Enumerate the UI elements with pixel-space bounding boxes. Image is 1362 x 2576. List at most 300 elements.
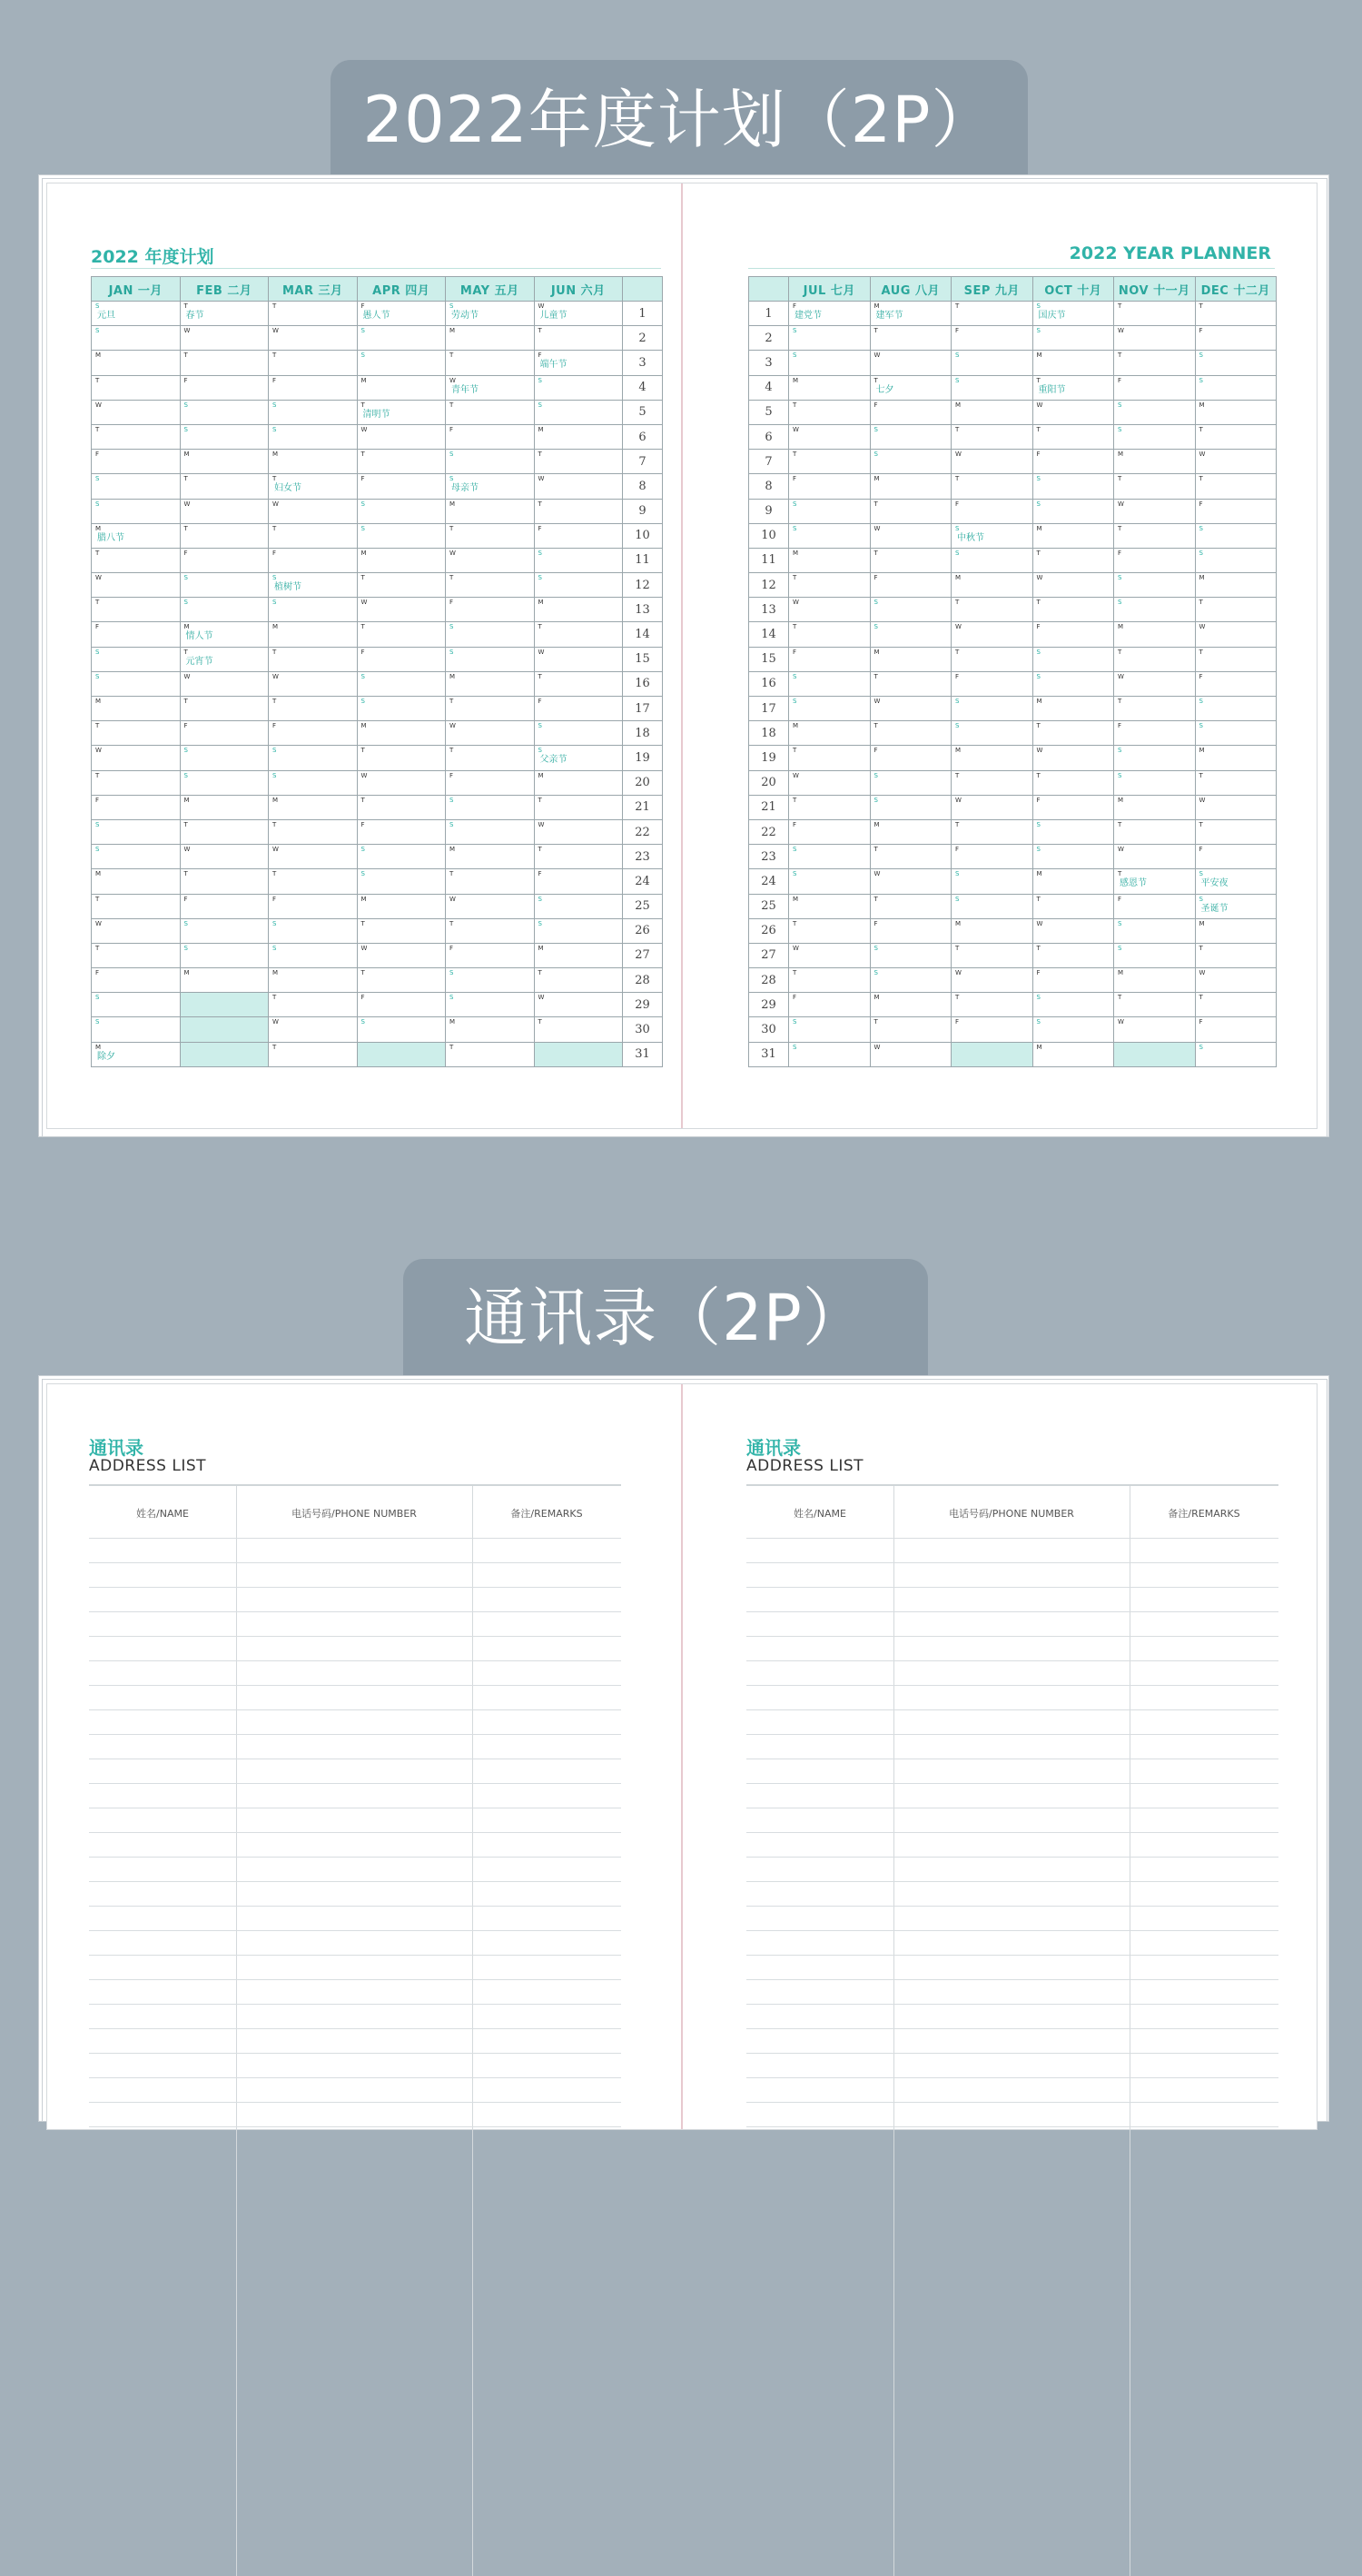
day-cell[interactable] — [269, 993, 358, 1017]
day-cell[interactable] — [92, 400, 181, 424]
day-cell[interactable] — [446, 647, 535, 671]
day-cell[interactable] — [180, 968, 269, 993]
day-cell[interactable] — [92, 819, 181, 844]
day-cell[interactable] — [870, 622, 952, 647]
day-cell[interactable] — [789, 746, 871, 770]
day-cell[interactable] — [92, 1017, 181, 1042]
day-cell[interactable] — [952, 918, 1033, 943]
day-cell[interactable] — [789, 326, 871, 351]
day-cell[interactable] — [269, 499, 358, 523]
day-cell[interactable] — [357, 598, 446, 622]
day-cell[interactable] — [870, 918, 952, 943]
day-cell[interactable] — [446, 523, 535, 548]
day-cell[interactable] — [1195, 548, 1277, 572]
day-cell[interactable] — [269, 943, 358, 967]
day-cell[interactable] — [1195, 968, 1277, 993]
day-cell[interactable] — [357, 647, 446, 671]
day-cell[interactable] — [1114, 424, 1196, 449]
day-cell[interactable] — [870, 598, 952, 622]
day-cell[interactable] — [1114, 326, 1196, 351]
day-cell[interactable] — [269, 968, 358, 993]
day-cell[interactable] — [870, 499, 952, 523]
day-cell[interactable] — [446, 993, 535, 1017]
day-cell[interactable] — [789, 351, 871, 375]
day-cell[interactable] — [446, 943, 535, 967]
day-cell[interactable] — [1195, 1042, 1277, 1066]
day-cell[interactable] — [357, 918, 446, 943]
day-cell[interactable] — [1114, 351, 1196, 375]
day-cell[interactable] — [1114, 819, 1196, 844]
day-cell[interactable] — [357, 819, 446, 844]
day-cell[interactable] — [1032, 424, 1114, 449]
day-cell[interactable] — [1032, 548, 1114, 572]
day-cell[interactable] — [180, 918, 269, 943]
day-cell[interactable] — [1195, 671, 1277, 696]
day-cell[interactable] — [952, 400, 1033, 424]
day-cell[interactable] — [446, 474, 535, 499]
day-cell[interactable] — [789, 869, 871, 894]
day-cell[interactable] — [92, 499, 181, 523]
day-cell[interactable] — [1195, 573, 1277, 598]
day-cell[interactable] — [180, 375, 269, 400]
day-cell[interactable] — [269, 450, 358, 474]
day-cell[interactable] — [269, 697, 358, 721]
day-cell[interactable] — [1114, 302, 1196, 326]
day-cell[interactable] — [952, 450, 1033, 474]
day-cell[interactable] — [180, 548, 269, 572]
day-cell[interactable] — [789, 1042, 871, 1066]
day-cell[interactable] — [870, 375, 952, 400]
day-cell[interactable] — [357, 993, 446, 1017]
day-cell[interactable] — [92, 968, 181, 993]
day-cell[interactable] — [269, 548, 358, 572]
day-cell[interactable] — [269, 770, 358, 795]
day-cell[interactable] — [789, 647, 871, 671]
day-cell[interactable] — [952, 326, 1033, 351]
day-cell[interactable] — [1195, 424, 1277, 449]
day-cell[interactable] — [357, 351, 446, 375]
day-cell[interactable] — [357, 845, 446, 869]
day-cell[interactable] — [180, 326, 269, 351]
day-cell[interactable] — [357, 894, 446, 918]
day-cell[interactable] — [1114, 375, 1196, 400]
day-cell[interactable] — [269, 918, 358, 943]
day-cell[interactable] — [92, 993, 181, 1017]
day-cell[interactable] — [1032, 523, 1114, 548]
day-cell[interactable] — [92, 548, 181, 572]
day-cell[interactable] — [789, 474, 871, 499]
day-cell[interactable] — [1195, 697, 1277, 721]
day-cell[interactable] — [1114, 622, 1196, 647]
day-cell[interactable] — [1195, 770, 1277, 795]
day-cell[interactable] — [952, 746, 1033, 770]
day-cell[interactable] — [357, 943, 446, 967]
day-cell[interactable] — [1032, 598, 1114, 622]
day-cell[interactable] — [789, 573, 871, 598]
day-cell[interactable] — [180, 598, 269, 622]
day-cell[interactable] — [92, 474, 181, 499]
day-cell[interactable] — [1032, 697, 1114, 721]
day-cell[interactable] — [446, 671, 535, 696]
day-cell[interactable] — [534, 302, 623, 326]
day-cell[interactable] — [180, 671, 269, 696]
day-cell[interactable] — [1114, 548, 1196, 572]
day-cell[interactable] — [269, 647, 358, 671]
day-cell[interactable] — [1195, 795, 1277, 819]
day-cell[interactable] — [1195, 400, 1277, 424]
day-cell[interactable] — [952, 573, 1033, 598]
day-cell[interactable] — [870, 869, 952, 894]
day-cell[interactable] — [534, 721, 623, 746]
day-cell[interactable] — [952, 622, 1033, 647]
day-cell[interactable] — [1195, 1017, 1277, 1042]
day-cell[interactable] — [789, 598, 871, 622]
day-cell[interactable] — [180, 622, 269, 647]
day-cell[interactable] — [870, 302, 952, 326]
day-cell[interactable] — [269, 302, 358, 326]
day-cell[interactable] — [1195, 819, 1277, 844]
day-cell[interactable] — [870, 424, 952, 449]
day-cell[interactable] — [269, 326, 358, 351]
day-cell[interactable] — [269, 351, 358, 375]
day-cell[interactable] — [1114, 968, 1196, 993]
day-cell[interactable] — [789, 400, 871, 424]
day-cell[interactable] — [1195, 721, 1277, 746]
day-cell[interactable] — [952, 993, 1033, 1017]
day-cell[interactable] — [789, 795, 871, 819]
day-cell[interactable] — [92, 326, 181, 351]
day-cell[interactable] — [1032, 1042, 1114, 1066]
day-cell[interactable] — [534, 746, 623, 770]
day-cell[interactable] — [952, 424, 1033, 449]
day-cell[interactable] — [357, 697, 446, 721]
day-cell[interactable] — [952, 499, 1033, 523]
day-cell[interactable] — [180, 721, 269, 746]
day-cell[interactable] — [92, 351, 181, 375]
day-cell[interactable] — [446, 819, 535, 844]
day-cell[interactable] — [357, 746, 446, 770]
day-cell[interactable] — [1032, 795, 1114, 819]
day-cell[interactable] — [952, 795, 1033, 819]
day-cell[interactable] — [870, 523, 952, 548]
day-cell[interactable] — [92, 795, 181, 819]
day-cell[interactable] — [446, 302, 535, 326]
day-cell[interactable] — [446, 746, 535, 770]
day-cell[interactable] — [789, 424, 871, 449]
day-cell[interactable] — [952, 375, 1033, 400]
day-cell[interactable] — [870, 474, 952, 499]
day-cell[interactable] — [180, 400, 269, 424]
day-cell[interactable] — [870, 894, 952, 918]
day-cell[interactable] — [952, 943, 1033, 967]
day-cell[interactable] — [92, 1042, 181, 1066]
day-cell[interactable] — [357, 721, 446, 746]
day-cell[interactable] — [357, 1017, 446, 1042]
day-cell[interactable] — [180, 647, 269, 671]
day-cell[interactable] — [952, 647, 1033, 671]
day-cell[interactable] — [1032, 351, 1114, 375]
day-cell[interactable] — [357, 968, 446, 993]
day-cell[interactable] — [1032, 968, 1114, 993]
day-cell[interactable] — [92, 302, 181, 326]
day-cell[interactable] — [1195, 499, 1277, 523]
day-cell[interactable] — [789, 671, 871, 696]
day-cell[interactable] — [534, 523, 623, 548]
day-cell[interactable] — [789, 918, 871, 943]
day-cell[interactable] — [534, 548, 623, 572]
day-cell[interactable] — [446, 918, 535, 943]
day-cell[interactable] — [952, 869, 1033, 894]
day-cell[interactable] — [357, 326, 446, 351]
day-cell[interactable] — [92, 697, 181, 721]
day-cell[interactable] — [269, 746, 358, 770]
day-cell[interactable] — [1195, 302, 1277, 326]
day-cell[interactable] — [446, 400, 535, 424]
day-cell[interactable] — [870, 721, 952, 746]
day-cell[interactable] — [534, 671, 623, 696]
day-cell[interactable] — [789, 302, 871, 326]
day-cell[interactable] — [534, 499, 623, 523]
day-cell[interactable] — [789, 375, 871, 400]
day-cell[interactable] — [1114, 450, 1196, 474]
day-cell[interactable] — [789, 894, 871, 918]
day-cell[interactable] — [92, 845, 181, 869]
day-cell[interactable] — [1114, 918, 1196, 943]
day-cell[interactable] — [446, 894, 535, 918]
day-cell[interactable] — [534, 474, 623, 499]
day-cell[interactable] — [952, 968, 1033, 993]
day-cell[interactable] — [357, 400, 446, 424]
day-cell[interactable] — [789, 943, 871, 967]
day-cell[interactable] — [1114, 721, 1196, 746]
day-cell[interactable] — [952, 721, 1033, 746]
day-cell[interactable] — [534, 795, 623, 819]
day-cell[interactable] — [952, 1017, 1033, 1042]
day-cell[interactable] — [534, 424, 623, 449]
day-cell[interactable] — [446, 622, 535, 647]
day-cell[interactable] — [269, 795, 358, 819]
day-cell[interactable] — [92, 375, 181, 400]
day-cell[interactable] — [1114, 499, 1196, 523]
day-cell[interactable] — [1032, 474, 1114, 499]
day-cell[interactable] — [1032, 326, 1114, 351]
day-cell[interactable] — [180, 697, 269, 721]
day-cell[interactable] — [1195, 375, 1277, 400]
day-cell[interactable] — [870, 845, 952, 869]
day-cell[interactable] — [180, 894, 269, 918]
day-cell[interactable] — [870, 671, 952, 696]
day-cell[interactable] — [1195, 647, 1277, 671]
day-cell[interactable] — [870, 968, 952, 993]
day-cell[interactable] — [1032, 918, 1114, 943]
day-cell[interactable] — [1114, 671, 1196, 696]
day-cell[interactable] — [534, 450, 623, 474]
day-cell[interactable] — [1032, 375, 1114, 400]
day-cell[interactable] — [1032, 993, 1114, 1017]
day-cell[interactable] — [269, 622, 358, 647]
day-cell[interactable] — [92, 770, 181, 795]
day-cell[interactable] — [446, 573, 535, 598]
day-cell[interactable] — [357, 548, 446, 572]
day-cell[interactable] — [446, 697, 535, 721]
day-cell[interactable] — [180, 523, 269, 548]
day-cell[interactable] — [952, 845, 1033, 869]
day-cell[interactable] — [1114, 770, 1196, 795]
day-cell[interactable] — [870, 746, 952, 770]
day-cell[interactable] — [1195, 622, 1277, 647]
day-cell[interactable] — [446, 845, 535, 869]
day-cell[interactable] — [1114, 1017, 1196, 1042]
day-cell[interactable] — [446, 721, 535, 746]
day-cell[interactable] — [1114, 474, 1196, 499]
day-cell[interactable] — [180, 302, 269, 326]
day-cell[interactable] — [789, 548, 871, 572]
day-cell[interactable] — [92, 746, 181, 770]
day-cell[interactable] — [952, 697, 1033, 721]
day-cell[interactable] — [357, 302, 446, 326]
day-cell[interactable] — [357, 573, 446, 598]
day-cell[interactable] — [534, 375, 623, 400]
day-cell[interactable] — [180, 869, 269, 894]
day-cell[interactable] — [1195, 746, 1277, 770]
day-cell[interactable] — [446, 499, 535, 523]
day-cell[interactable] — [269, 819, 358, 844]
day-cell[interactable] — [446, 375, 535, 400]
day-cell[interactable] — [92, 943, 181, 967]
day-cell[interactable] — [446, 1042, 535, 1066]
day-cell[interactable] — [92, 894, 181, 918]
day-cell[interactable] — [870, 819, 952, 844]
day-cell[interactable] — [534, 770, 623, 795]
day-cell[interactable] — [870, 770, 952, 795]
day-cell[interactable] — [1114, 647, 1196, 671]
day-cell[interactable] — [1195, 450, 1277, 474]
day-cell[interactable] — [1032, 1017, 1114, 1042]
day-cell[interactable] — [269, 598, 358, 622]
day-cell[interactable] — [1195, 869, 1277, 894]
day-cell[interactable] — [952, 671, 1033, 696]
day-cell[interactable] — [1195, 474, 1277, 499]
day-cell[interactable] — [870, 1042, 952, 1066]
day-cell[interactable] — [92, 622, 181, 647]
day-cell[interactable] — [92, 869, 181, 894]
day-cell[interactable] — [1114, 993, 1196, 1017]
day-cell[interactable] — [1195, 845, 1277, 869]
day-cell[interactable] — [1114, 697, 1196, 721]
day-cell[interactable] — [1032, 302, 1114, 326]
day-cell[interactable] — [870, 400, 952, 424]
day-cell[interactable] — [789, 819, 871, 844]
day-cell[interactable] — [92, 671, 181, 696]
day-cell[interactable] — [870, 548, 952, 572]
day-cell[interactable] — [534, 819, 623, 844]
day-cell[interactable] — [534, 598, 623, 622]
day-cell[interactable] — [357, 869, 446, 894]
day-cell[interactable] — [446, 351, 535, 375]
day-cell[interactable] — [446, 424, 535, 449]
day-cell[interactable] — [534, 993, 623, 1017]
day-cell[interactable] — [789, 450, 871, 474]
day-cell[interactable] — [534, 326, 623, 351]
day-cell[interactable] — [269, 845, 358, 869]
day-cell[interactable] — [789, 993, 871, 1017]
day-cell[interactable] — [446, 968, 535, 993]
day-cell[interactable] — [269, 894, 358, 918]
day-cell[interactable] — [446, 1017, 535, 1042]
day-cell[interactable] — [789, 523, 871, 548]
day-cell[interactable] — [269, 671, 358, 696]
day-cell[interactable] — [180, 746, 269, 770]
day-cell[interactable] — [1195, 894, 1277, 918]
day-cell[interactable] — [952, 819, 1033, 844]
day-cell[interactable] — [92, 721, 181, 746]
day-cell[interactable] — [1032, 721, 1114, 746]
day-cell[interactable] — [446, 795, 535, 819]
day-cell[interactable] — [952, 894, 1033, 918]
day-cell[interactable] — [1195, 523, 1277, 548]
day-cell[interactable] — [357, 622, 446, 647]
day-cell[interactable] — [180, 819, 269, 844]
day-cell[interactable] — [1114, 795, 1196, 819]
day-cell[interactable] — [446, 548, 535, 572]
day-cell[interactable] — [269, 400, 358, 424]
day-cell[interactable] — [789, 721, 871, 746]
day-cell[interactable] — [1114, 943, 1196, 967]
day-cell[interactable] — [534, 400, 623, 424]
day-cell[interactable] — [269, 1042, 358, 1066]
day-cell[interactable] — [1114, 746, 1196, 770]
day-cell[interactable] — [789, 499, 871, 523]
day-cell[interactable] — [1032, 573, 1114, 598]
day-cell[interactable] — [1032, 746, 1114, 770]
day-cell[interactable] — [1195, 993, 1277, 1017]
day-cell[interactable] — [534, 647, 623, 671]
day-cell[interactable] — [789, 968, 871, 993]
day-cell[interactable] — [180, 573, 269, 598]
day-cell[interactable] — [1114, 869, 1196, 894]
day-cell[interactable] — [1114, 573, 1196, 598]
day-cell[interactable] — [446, 869, 535, 894]
day-cell[interactable] — [870, 943, 952, 967]
day-cell[interactable] — [1032, 869, 1114, 894]
day-cell[interactable] — [870, 993, 952, 1017]
day-cell[interactable] — [446, 326, 535, 351]
day-cell[interactable] — [357, 499, 446, 523]
day-cell[interactable] — [269, 375, 358, 400]
day-cell[interactable] — [1032, 450, 1114, 474]
day-cell[interactable] — [92, 424, 181, 449]
day-cell[interactable] — [534, 845, 623, 869]
day-cell[interactable] — [534, 943, 623, 967]
day-cell[interactable] — [952, 351, 1033, 375]
day-cell[interactable] — [534, 918, 623, 943]
day-cell[interactable] — [269, 869, 358, 894]
day-cell[interactable] — [870, 697, 952, 721]
day-cell[interactable] — [1195, 918, 1277, 943]
day-cell[interactable] — [1032, 499, 1114, 523]
day-cell[interactable] — [952, 474, 1033, 499]
day-cell[interactable] — [269, 573, 358, 598]
day-cell[interactable] — [534, 869, 623, 894]
day-cell[interactable] — [357, 523, 446, 548]
day-cell[interactable] — [870, 795, 952, 819]
day-cell[interactable] — [789, 845, 871, 869]
day-cell[interactable] — [357, 795, 446, 819]
day-cell[interactable] — [870, 450, 952, 474]
day-cell[interactable] — [180, 499, 269, 523]
day-cell[interactable] — [1032, 943, 1114, 967]
day-cell[interactable] — [870, 1017, 952, 1042]
